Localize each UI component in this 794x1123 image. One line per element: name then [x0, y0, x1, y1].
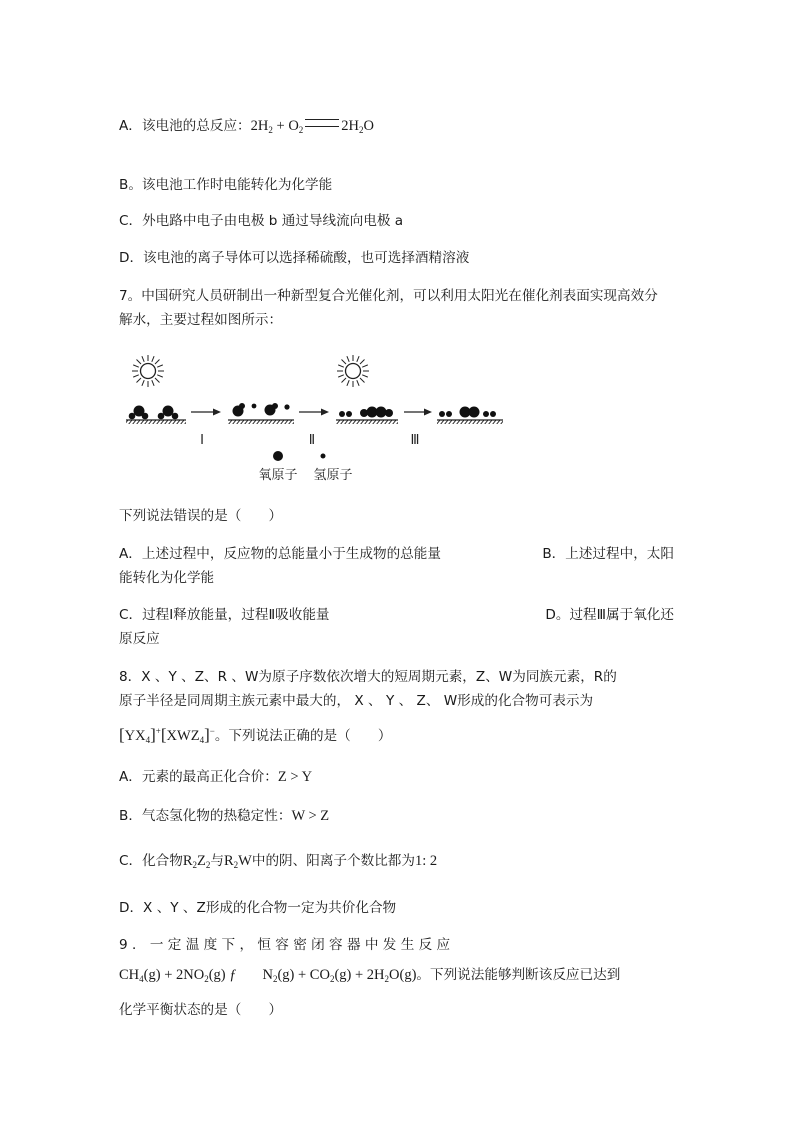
water-molecule: [158, 406, 179, 420]
q8-option-b: B．气态氢化物的热稳定性：W > Z: [119, 808, 330, 824]
q8-stem-line1: 8．X 、Y 、Z、R 、W为原子序数依次增大的短周期元素，Z、W为同族元素，R的: [119, 669, 617, 685]
q8-a-expression: Z > Y: [277, 769, 313, 785]
sun-icon: [132, 355, 164, 387]
q7-figure: [120, 350, 520, 490]
equals-sign-icon: [305, 119, 339, 127]
intermediate-molecules: [339, 407, 393, 418]
catalyst-surface: [228, 420, 294, 424]
water-molecule: [129, 406, 149, 420]
product-molecules: [439, 407, 496, 418]
q8-option-a: A．元素的最高正化合价：Z > Y: [119, 769, 313, 785]
arrow-icon: [404, 409, 432, 416]
step-label-2: Ⅱ: [308, 433, 316, 448]
catalyst-surface: [336, 420, 398, 424]
q8-stem-line2: 原子半径是同周期主族元素中最大的， X 、 Y 、 Z、 W形成的化合物可表示为: [119, 693, 594, 709]
q8-c-ratio: 1: 2: [414, 853, 438, 869]
q7-option-b: B．上述过程中，太阳: [542, 546, 674, 562]
q9-stem-line3: 化学平衡状态的是（ ）: [119, 1002, 283, 1018]
arrow-icon: [191, 409, 221, 416]
step-label-1: Ⅰ: [200, 433, 204, 448]
q6-option-c: C．外电路中电子由电极 b 通过导线流向电极 a: [119, 213, 404, 229]
catalyst-surface: [126, 420, 186, 424]
q8-option-c: C．化合物$R_2Z_2$与$R_2W$中的阴、阳离子个数比都为1: 2: [119, 853, 438, 870]
step-label-3: Ⅲ: [410, 433, 420, 448]
q9-reaction-equation: $CH_4(g) + 2NO_2(g)$ ƒ $N_2(g) + CO_2(g) + 2H_2O(g)$: [119, 967, 417, 984]
q8-compound-formula: $[YX_4]^+[XWZ_4]^-$: [119, 725, 215, 745]
q7-option-b-cont: 能转化为化学能: [119, 570, 215, 586]
q9-stem-line2: $CH_4(g) + 2NO_2(g)$ ƒ $N_2(g) + CO_2(g) + 2H_2O(g)$。下列说法能够判断该反应已达到: [119, 967, 621, 984]
q9-stem-line1: 9 ． 一 定 温 度 下 ， 恒 容 密 闭 容 器 中 发 生 反 应: [119, 937, 451, 953]
q8-c-formula-1: $R_2Z_2$: [182, 853, 211, 870]
q8-b-expression: W > Z: [291, 808, 330, 824]
hydrogen-atom-label: 氢原子: [313, 468, 353, 483]
q7-option-d: D。过程Ⅲ属于氧化还: [545, 607, 674, 623]
q8-c-formula-2: $R_2W$: [224, 853, 252, 870]
q7-stem-line1: 7。中国研究人员研制出一种新型复合光催化剂，可以利用太阳光在催化剂表面实现高效分: [119, 288, 658, 304]
q7-option-a: A．上述过程中，反应物的总能量小于生成物的总能量: [119, 546, 441, 562]
q6-option-d: D．该电池的离子导体可以选择稀硫酸，也可选择酒精溶液: [119, 250, 470, 266]
q7-option-d-cont: 原反应: [119, 631, 160, 647]
dissociated-atoms: [233, 403, 290, 417]
catalyst-surface: [437, 420, 503, 424]
hydrogen-atom-legend-icon: [321, 454, 326, 459]
q8-option-d: D．X 、Y 、Z形成的化合物一定为共价化合物: [119, 900, 397, 916]
q8-stem-line3: $[YX_4]^+[XWZ_4]^-$。下列说法正确的是（ ）: [119, 725, 392, 745]
arrow-icon: [299, 409, 329, 416]
q6-option-b: B。该电池工作时电能转化为化学能: [119, 177, 333, 193]
q6-option-a: A．该电池的总反应：$2H_2 + O_2$ $2H_2O$: [119, 118, 375, 135]
q7-option-c: C．过程Ⅰ释放能量，过程Ⅱ吸收能量: [119, 607, 330, 623]
q7-stem-line2: 解水，主要过程如图所示：: [119, 312, 283, 328]
sun-icon: [337, 355, 369, 387]
oxygen-atom-label: 氧原子: [258, 468, 298, 483]
q6-a-equation: $2H_2 + O_2$ $2H_2O$: [250, 118, 375, 135]
q7-question: 下列说法错误的是（ ）: [119, 508, 283, 524]
oxygen-atom-legend-icon: [273, 451, 283, 461]
